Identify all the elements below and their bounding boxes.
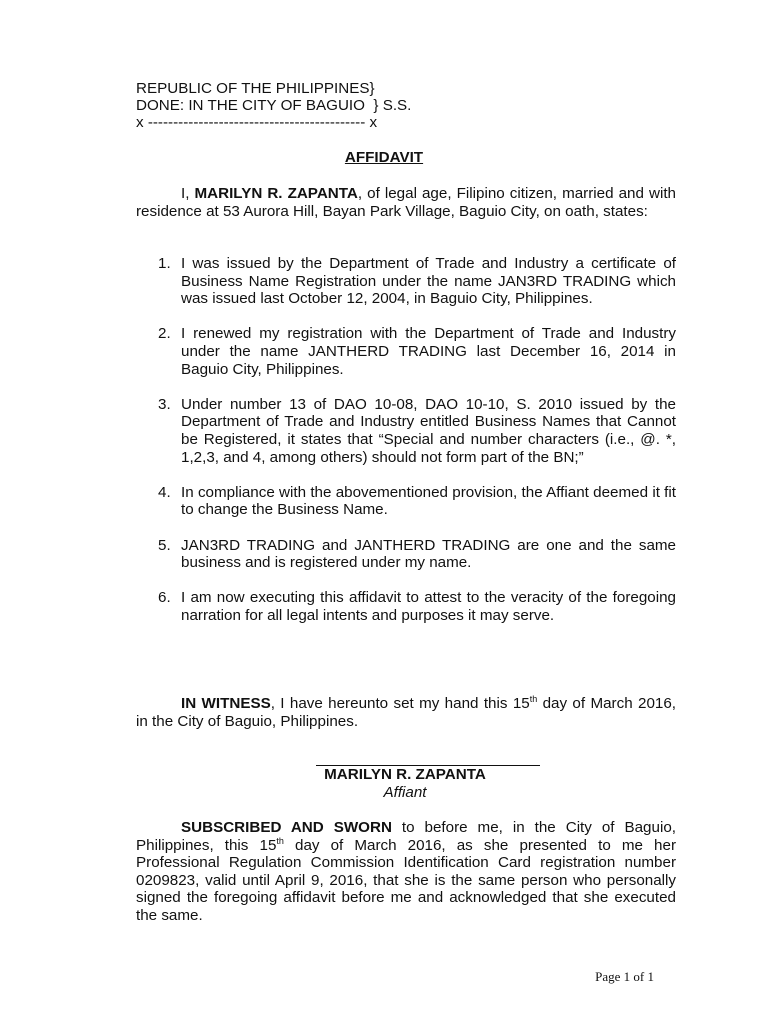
witness-text-2: day of March 2016, in the City of Baguio, Philippines. bbox=[136, 695, 677, 730]
item-number: 2. bbox=[158, 325, 171, 343]
witness-text-1: , I have hereunto set my hand this 15 bbox=[270, 695, 530, 712]
item-text: JAN3RD TRADING and JANTHERD TRADING are one and the same business and is registered under my name. bbox=[181, 536, 676, 572]
list-item bbox=[136, 396, 676, 466]
witness-ordinal: th bbox=[529, 693, 538, 704]
page-number: Page 1 of 1 bbox=[595, 969, 654, 984]
jurat-text-2: day of March 2016, as she presented to me her Professional Regulation Commission Identification Card registration number 0209823, valid until April 9, 2016, that she is the same person who personally signed the foregoing affidavit before me and acknowledged that she executed the same. bbox=[136, 836, 676, 924]
item-number: 1. bbox=[158, 255, 171, 272]
list-item bbox=[136, 589, 676, 624]
jurat-heading: SUBSCRIBED AND SWORN bbox=[181, 819, 392, 836]
item-number: 4. bbox=[158, 483, 171, 501]
intro-paragraph bbox=[136, 185, 676, 220]
item-text: In compliance with the abovementioned provision, the Affiant deemed it fit to change the Business Name. bbox=[181, 483, 676, 519]
list-item bbox=[136, 325, 676, 378]
document-title: AFFIDAVIT bbox=[344, 149, 424, 166]
list-item bbox=[136, 484, 676, 519]
item-text: Under number 13 of DAO 10-08, DAO 10-10, S. 2010 issued by the Department of Trade and Industry entitled Business Names that Cannot be Registered, it states that “Special and number characters (i.e., @. *, 1,2,3, and 4, among others) should not form part of the BN;” bbox=[181, 395, 676, 466]
caption-republic: REPUBLIC OF THE PHILIPPINES} bbox=[136, 80, 375, 97]
item-number: 5. bbox=[158, 536, 171, 554]
signatory-name: MARILYN R. ZAPANTA bbox=[324, 766, 486, 783]
intro-text: , of legal age, Filipino citizen, married and with residence at 53 Aurora Hill, Bayan Park Village, Baguio City, on oath, states: bbox=[136, 185, 676, 220]
caption-divider: x ------------------------------------------- x bbox=[136, 114, 378, 131]
witness-paragraph bbox=[136, 695, 676, 730]
item-text: I am now executing this affidavit to attest to the veracity of the foregoing narration for all legal intents and purposes it may serve. bbox=[181, 589, 676, 624]
statement-list bbox=[136, 255, 676, 642]
signatory-role: Affiant bbox=[383, 784, 427, 801]
item-text: I was issued by the Department of Trade and Industry a certificate of Business Name Registration under the name JAN3RD TRADING which was issued last October 12, 2004, in Baguio City, Philippines. bbox=[181, 255, 676, 308]
caption-venue: DONE: IN THE CITY OF BAGUIO } S.S. bbox=[136, 97, 412, 114]
item-text: I renewed my registration with the Department of Trade and Industry under the name JANTHERD TRADING last December 16, 2014 in Baguio City, Philippines. bbox=[181, 325, 676, 378]
jurat-paragraph bbox=[136, 819, 676, 925]
list-item bbox=[136, 537, 676, 572]
witness-heading: IN WITNESS bbox=[181, 695, 271, 712]
affiant-name: MARILYN R. ZAPANTA bbox=[194, 185, 358, 202]
intro-lead: I, bbox=[181, 185, 190, 202]
item-number: 6. bbox=[158, 589, 171, 607]
item-number: 3. bbox=[158, 395, 171, 413]
jurat-ordinal: th bbox=[276, 835, 284, 846]
list-item bbox=[136, 255, 676, 308]
jurat-text-1: to before me, in the City of Baguio, Philippines, this 15 bbox=[136, 819, 676, 854]
